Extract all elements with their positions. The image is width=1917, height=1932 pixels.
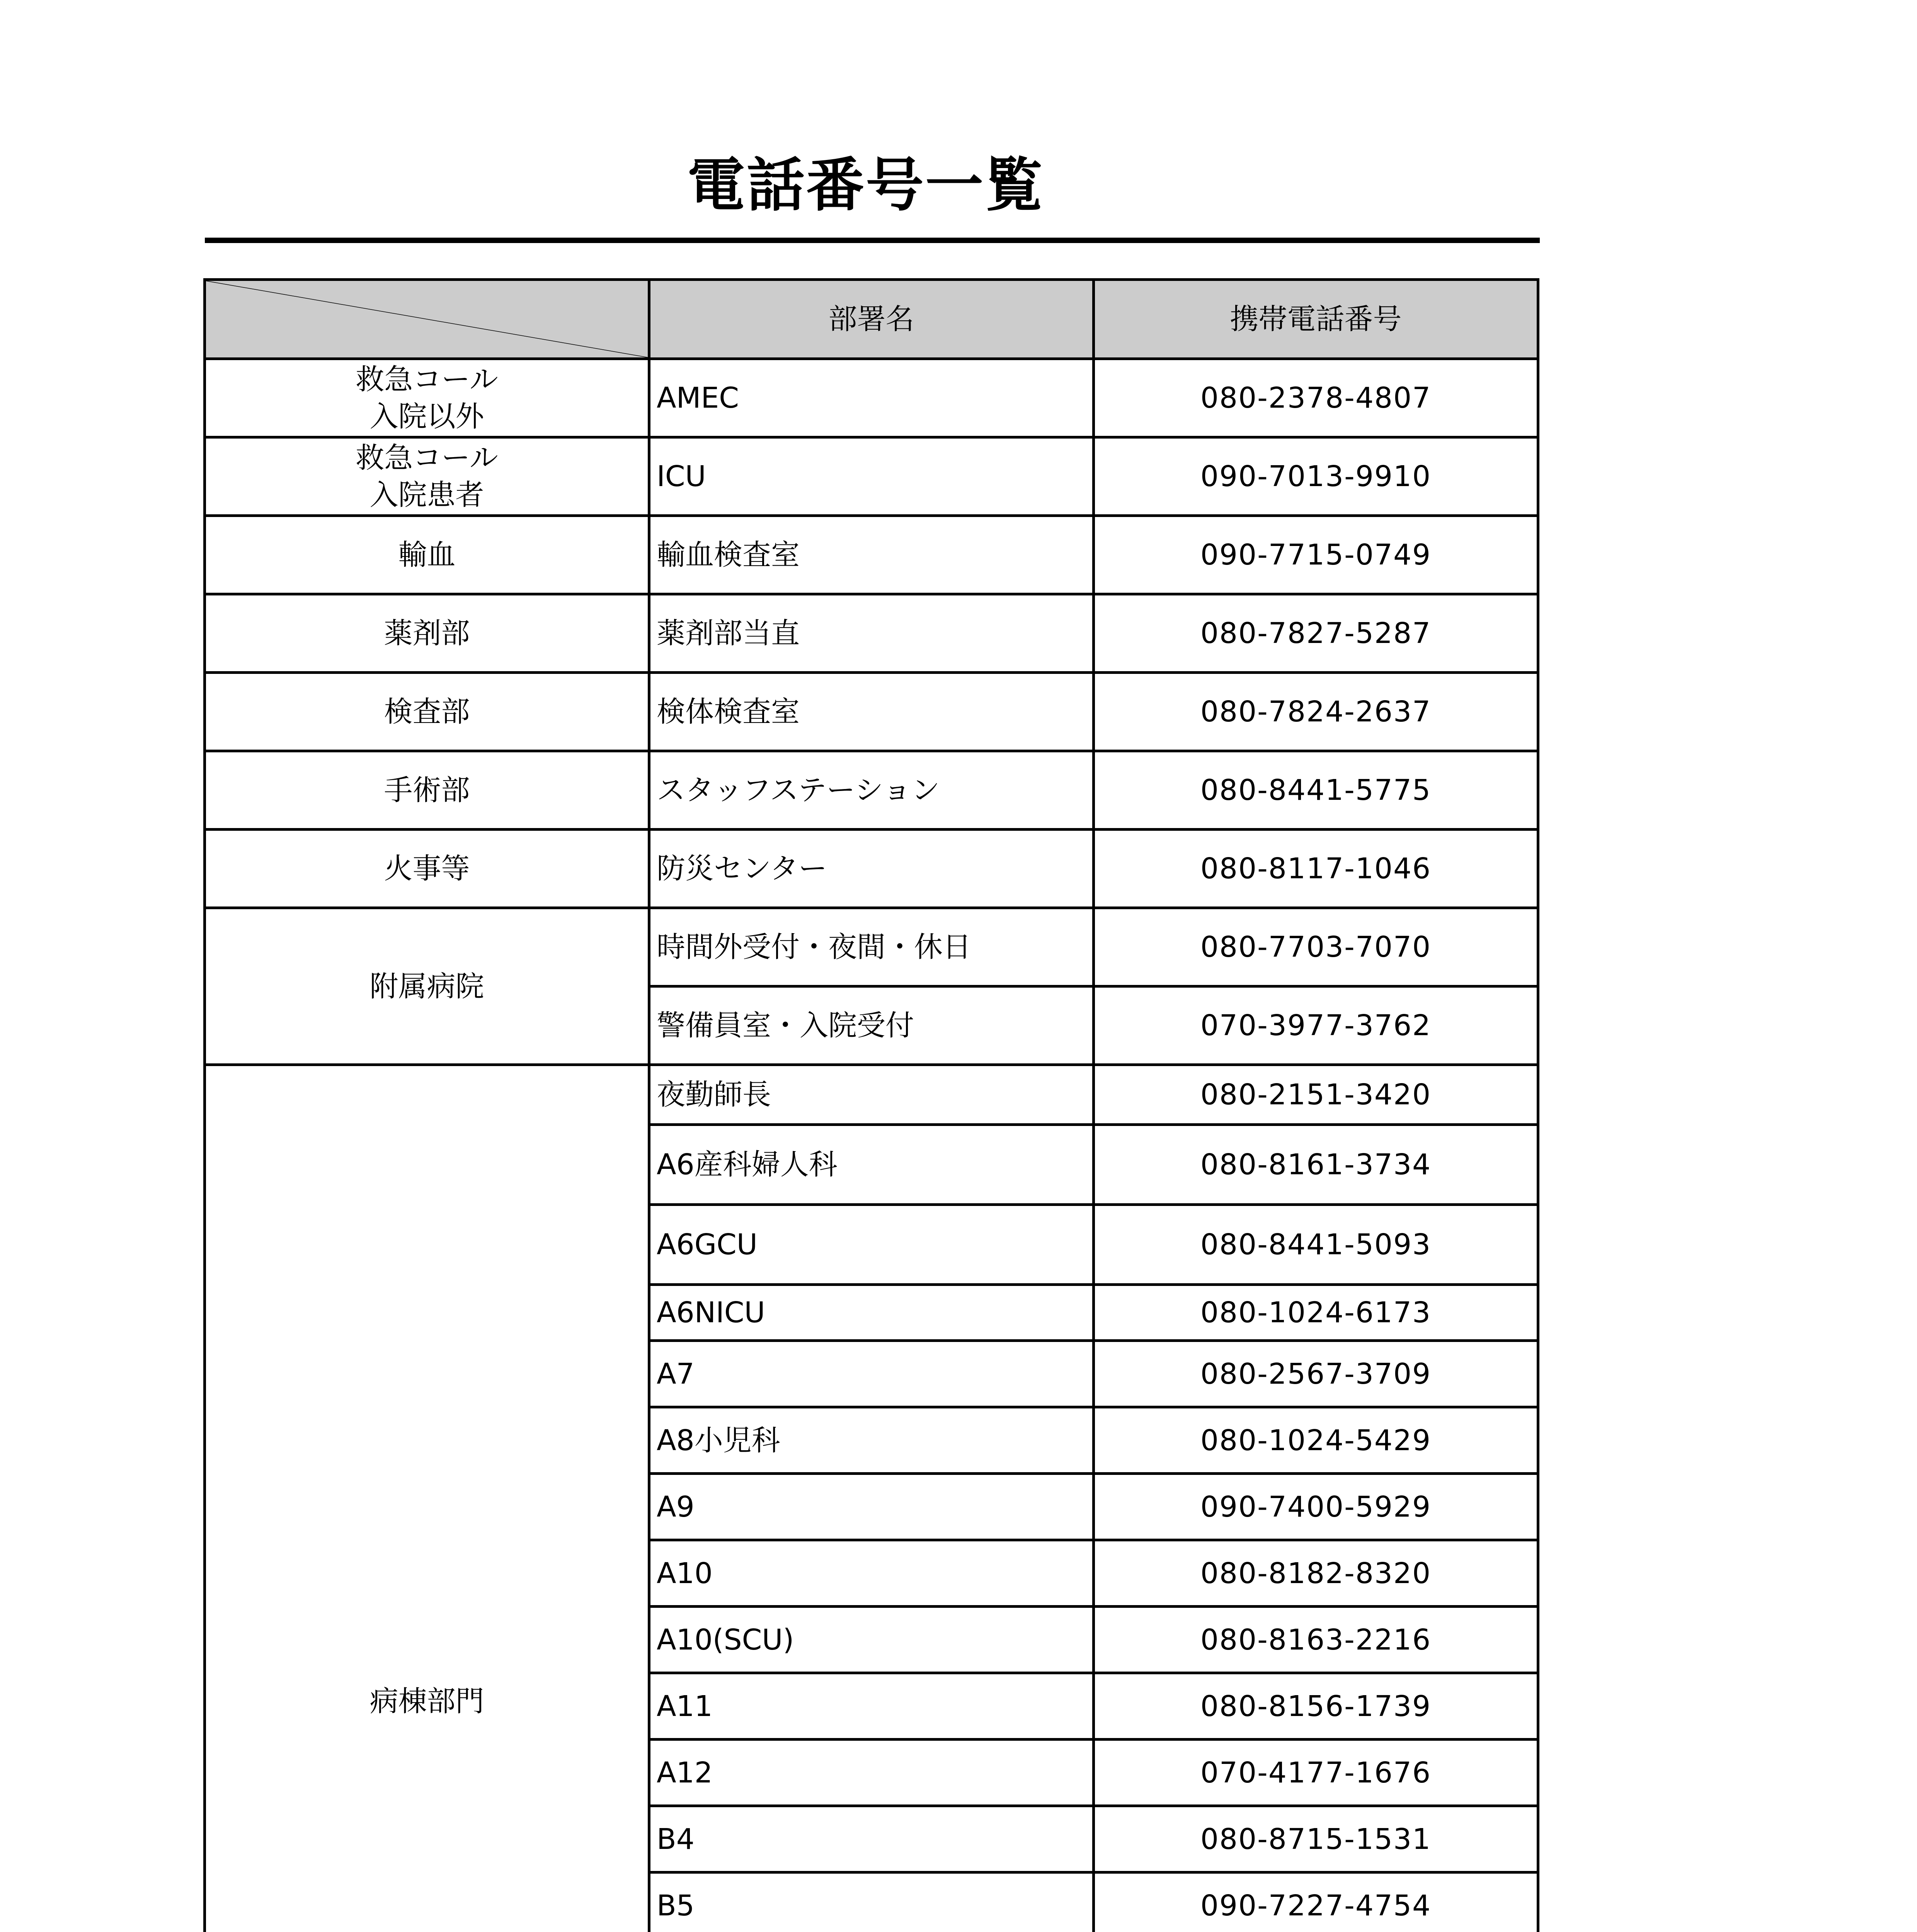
- department-cell: A6産科婦人科: [649, 1125, 1094, 1205]
- header-phone: 携帯電話番号: [1094, 280, 1538, 359]
- header-corner-cell: [205, 280, 649, 359]
- category-label: 輸血: [398, 538, 456, 571]
- phone-number-cell: 080-7703-7070: [1094, 908, 1538, 986]
- table-row: [205, 359, 1538, 437]
- table-row: [205, 830, 1538, 908]
- category-label: 火事等: [384, 852, 470, 885]
- phone-number-cell: 080-1024-6173: [1094, 1285, 1538, 1341]
- department-cell: スタッフステーション: [649, 751, 1094, 830]
- table-row: [205, 751, 1538, 830]
- department-cell: B5: [649, 1872, 1094, 1932]
- department-cell: A11: [649, 1673, 1094, 1740]
- page-title: 電話番号一覧: [687, 152, 1044, 219]
- phone-number-cell: 090-7715-0749: [1094, 516, 1538, 594]
- department-cell: 輸血検査室: [649, 516, 1094, 594]
- phone-number-cell: 080-8117-1046: [1094, 830, 1538, 908]
- department-cell: A6NICU: [649, 1285, 1094, 1341]
- department-cell: B4: [649, 1806, 1094, 1872]
- phone-number-cell: 080-2151-3420: [1094, 1065, 1538, 1125]
- phone-number-cell: 080-8441-5093: [1094, 1205, 1538, 1285]
- phone-number-cell: 080-8715-1531: [1094, 1806, 1538, 1872]
- department-cell: A10: [649, 1540, 1094, 1607]
- table-body: [205, 359, 1538, 1932]
- phone-number-cell: 070-4177-1676: [1094, 1740, 1538, 1806]
- department-cell: 防災センター: [649, 830, 1094, 908]
- category-label: 救急コール: [356, 441, 498, 474]
- category-cell: [205, 908, 649, 1065]
- department-cell: AMEC: [649, 359, 1094, 437]
- phone-number-cell: 080-8441-5775: [1094, 751, 1538, 830]
- category-label: 薬剤部: [384, 617, 470, 650]
- phone-number-cell: 080-7824-2637: [1094, 673, 1538, 751]
- department-cell: A9: [649, 1474, 1094, 1540]
- department-cell: 検体検査室: [649, 673, 1094, 751]
- phone-number-cell: 090-7227-4754: [1094, 1872, 1538, 1932]
- category-cell: [205, 1065, 649, 1932]
- category-cell: [205, 594, 649, 673]
- department-cell: 夜勤師長: [649, 1065, 1094, 1125]
- department-cell: A7: [649, 1341, 1094, 1407]
- table-row: [205, 1065, 1538, 1125]
- phone-number-cell: 080-2378-4807: [1094, 359, 1538, 437]
- department-cell: ICU: [649, 437, 1094, 516]
- phone-number-cell: 070-3977-3762: [1094, 986, 1538, 1065]
- category-label: 病棟部門: [369, 1684, 484, 1718]
- department-cell: A8小児科: [649, 1407, 1094, 1474]
- category-label: 入院患者: [369, 478, 484, 512]
- category-label: 救急コール: [356, 363, 498, 396]
- table-row: [205, 908, 1538, 986]
- department-cell: 警備員室・入院受付: [649, 986, 1094, 1065]
- phone-directory-table: [203, 278, 1539, 1932]
- phone-number-cell: 090-7400-5929: [1094, 1474, 1538, 1540]
- table-row: [205, 516, 1538, 594]
- category-label: 附属病院: [369, 969, 484, 1003]
- department-cell: A10(SCU): [649, 1607, 1094, 1673]
- phone-number-cell: 080-8182-8320: [1094, 1540, 1538, 1607]
- category-label: 検査部: [384, 695, 470, 728]
- category-cell: [205, 437, 649, 516]
- phone-number-cell: 080-1024-5429: [1094, 1407, 1538, 1474]
- phone-number-cell: 080-8161-3734: [1094, 1125, 1538, 1205]
- phone-number-cell: 080-7827-5287: [1094, 594, 1538, 673]
- department-cell: A6GCU: [649, 1205, 1094, 1285]
- department-cell: A12: [649, 1740, 1094, 1806]
- department-cell: 時間外受付・夜間・休日: [649, 908, 1094, 986]
- category-cell: [205, 516, 649, 594]
- table-row: [205, 673, 1538, 751]
- table-row: [205, 594, 1538, 673]
- department-cell: 薬剤部当直: [649, 594, 1094, 673]
- title-underline: [205, 238, 1540, 243]
- category-label: 手術部: [384, 774, 470, 807]
- phone-number-cell: 080-8156-1739: [1094, 1673, 1538, 1740]
- phone-number-cell: 080-2567-3709: [1094, 1341, 1538, 1407]
- table-header-row: [205, 280, 1538, 359]
- category-cell: [205, 751, 649, 830]
- phone-number-cell: 090-7013-9910: [1094, 437, 1538, 516]
- phone-number-cell: 080-8163-2216: [1094, 1607, 1538, 1673]
- category-cell: [205, 830, 649, 908]
- category-cell: [205, 673, 649, 751]
- category-cell: [205, 359, 649, 437]
- corner-diagonal-line: [206, 281, 648, 357]
- category-label: 入院以外: [369, 400, 484, 433]
- table-row: [205, 437, 1538, 516]
- header-department: 部署名: [649, 280, 1094, 359]
